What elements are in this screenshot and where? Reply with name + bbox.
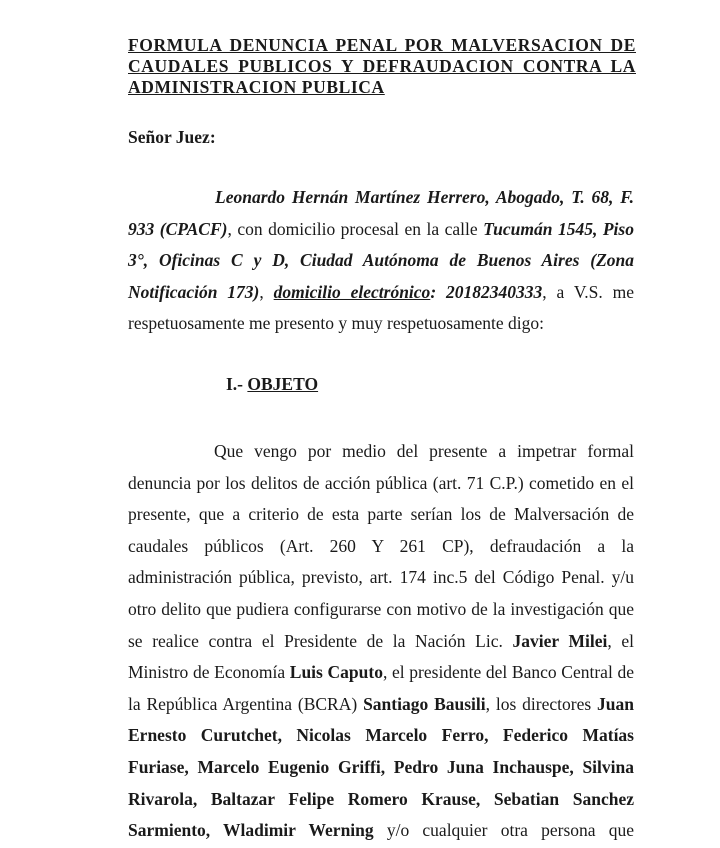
body-line-12	[128, 784, 634, 816]
intro-registry: 933 (CPACF)	[128, 218, 228, 239]
intro-sep: ,	[259, 281, 274, 302]
title-line-2: CAUDALES PUBLICOS Y DEFRAUDACION CONTRA LA	[128, 56, 636, 76]
title-line-3: ADMINISTRACION PUBLICA	[128, 77, 385, 97]
section-heading	[226, 374, 318, 395]
body-text: se realice contra el Presidente de la Nación Lic.	[128, 630, 513, 651]
body-line-5: administración pública, previsto, art. 174 inc.5 del Código Penal. y/u	[128, 567, 634, 588]
intro-email-label: domicilio electrónico	[273, 281, 431, 302]
body-line-11	[128, 752, 634, 784]
intro-text-end: , a V.S. me	[542, 281, 634, 302]
body-line-1: Que vengo por medio del presente a impetrar formal	[214, 441, 634, 461]
body-line-3: presente, que a criterio de esta parte serían los de Malversación de	[128, 504, 634, 525]
person-names: Sarmiento, Wladimir Werning	[128, 820, 374, 841]
body-line-8	[128, 657, 634, 689]
person-names: Furiase, Marcelo Eugenio Griffi, Pedro Juna Inchauspe, Silvina	[128, 756, 634, 777]
greeting: Señor Juez:	[128, 127, 216, 147]
intro-line-3	[128, 245, 634, 277]
intro-line-5: respetuosamente me presento y muy respetuosamente digo:	[128, 313, 544, 334]
intro-address: Tucumán 1545, Piso	[483, 218, 634, 239]
body-text: , el	[607, 630, 634, 651]
intro-address-cont: 3°, Oficinas C y D, Ciudad Autónoma de Buenos Aires (Zona	[128, 250, 634, 271]
section-number: I.-	[226, 374, 248, 394]
person-name: Luis Caputo	[289, 662, 383, 683]
section-title: OBJETO	[247, 374, 319, 394]
body-line-6: otro delito que pudiera configurarse con motivo de la investigación que	[128, 598, 634, 619]
body-text: Ministro de Economía	[128, 662, 290, 683]
intro-line-4	[128, 277, 634, 309]
person-names: Ernesto Curutchet, Nicolas Marcelo Ferro, Federico Matías	[128, 725, 634, 746]
body-line-7	[128, 626, 634, 658]
title-line-1: FORMULA DENUNCIA PENAL POR MALVERSACION DE	[128, 35, 636, 55]
intro-name: Leonardo Hernán Martínez Herrero, Abogado, T. 68, F.	[215, 187, 634, 207]
body-line-2: denuncia por los delitos de acción pública (art. 71 C.P.) cometido en el	[128, 472, 634, 493]
body-text: , el presidente del Banco Central de	[382, 662, 634, 683]
intro-zone: Notificación 173)	[128, 281, 260, 302]
body-text: , los directores	[485, 693, 598, 714]
intro-line-2	[128, 214, 634, 246]
intro-text: , con domicilio procesal en la calle	[227, 218, 484, 239]
person-names: Rivarola, Baltazar Felipe Romero Krause, Sebatian Sanchez	[128, 788, 634, 809]
body-line-13	[128, 815, 634, 847]
body-line-4: caudales públicos (Art. 260 Y 261 CP), defraudación a la	[128, 535, 634, 556]
body-text: la República Argentina (BCRA)	[128, 693, 364, 714]
body-text: y/o cualquier otra persona que	[373, 820, 634, 841]
person-name: Javier Milei	[512, 630, 608, 651]
body-line-10	[128, 720, 634, 752]
body-paragraph	[128, 436, 634, 847]
intro-line-1	[128, 182, 634, 214]
person-name: Santiago Bausili	[363, 693, 486, 714]
intro-paragraph	[128, 182, 634, 340]
body-line-9	[128, 689, 634, 721]
document-title	[128, 35, 636, 98]
intro-email-value: : 20182340333	[430, 281, 543, 302]
person-name: Juan	[597, 693, 634, 714]
